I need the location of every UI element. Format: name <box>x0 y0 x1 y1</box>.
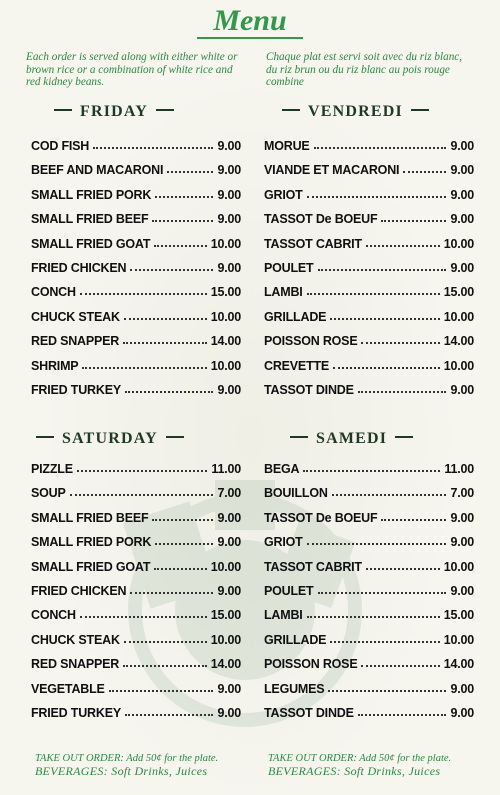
menu-item-name: CREVETTE <box>264 358 330 373</box>
menu-item-name: SHRIMP <box>31 358 79 373</box>
menu-item <box>31 353 241 373</box>
dot-leader <box>361 665 439 667</box>
section-title-saturday: SATURDAY <box>62 430 158 447</box>
menu-item-price: 9.00 <box>450 212 474 227</box>
menu-item <box>31 133 241 153</box>
dot-leader <box>314 147 447 149</box>
title-underline <box>197 37 303 39</box>
menu-item-name: SMALL FRIED BEEF <box>31 510 149 525</box>
dot-leader <box>124 641 207 643</box>
section-heading-vendredi <box>274 103 437 121</box>
menu-item-name: CONCH <box>31 285 76 300</box>
section-heading-samedi <box>282 430 421 448</box>
menu-item <box>264 279 474 299</box>
menu-item-price: 9.00 <box>450 139 474 153</box>
menu-item-name: BEGA <box>264 462 300 476</box>
menu-item-name: FRIED CHICKEN <box>31 261 127 275</box>
intro-french: Chaque plat est servi soit avec du riz blanc, du riz brun ou du riz blanc au pois rouge combine <box>266 51 463 89</box>
menu-item-price: 10.00 <box>210 236 241 251</box>
beverages-note: BEVERAGES: Soft Drinks, Juices <box>268 764 441 778</box>
dot-leader <box>109 690 214 692</box>
dot-leader <box>307 543 447 545</box>
menu-item-name: CHUCK STEAK <box>31 309 120 324</box>
dot-leader <box>381 519 446 521</box>
dot-leader <box>307 616 440 618</box>
menu-item-name: CHUCK STEAK <box>31 632 120 647</box>
menu-item <box>264 157 474 177</box>
menu-item <box>31 377 241 397</box>
menu-item-name: TASSOT De BOEUF <box>264 510 378 525</box>
menu-item <box>31 529 241 549</box>
section-heading-saturday <box>28 430 192 448</box>
menu-item <box>264 377 474 397</box>
dot-leader <box>358 714 447 716</box>
menu-item-price: 15.00 <box>210 285 241 300</box>
menu-item-name: FRIED TURKEY <box>31 383 121 397</box>
menu-item <box>31 255 241 275</box>
menu-item-price: 14.00 <box>210 657 241 672</box>
menu-item <box>264 182 474 202</box>
dot-leader <box>358 391 447 393</box>
menu-item-price: 9.00 <box>217 584 241 598</box>
menu-item-price: 9.00 <box>450 163 474 178</box>
menu-item-name: PIZZLE <box>31 462 73 476</box>
menu-item-price: 9.00 <box>217 535 241 550</box>
dot-leader <box>328 690 446 692</box>
dot-leader <box>125 391 214 393</box>
menu-item-price: 9.00 <box>217 706 241 720</box>
menu-item <box>31 456 241 476</box>
menu-item-price: 10.00 <box>210 559 241 574</box>
menu-item-name: SMALL FRIED BEEF <box>31 212 149 227</box>
menu-item-price: 9.00 <box>217 510 241 525</box>
menu-item-price: 14.00 <box>443 334 474 349</box>
menu-item <box>264 651 474 671</box>
menu-item <box>264 529 474 549</box>
menu-item-name: TASSOT CABRIT <box>264 559 362 574</box>
menu-item-name: TASSOT CABRIT <box>264 236 362 251</box>
menu-item-price: 14.00 <box>210 334 241 349</box>
dot-leader <box>332 494 447 496</box>
dot-leader <box>82 367 206 369</box>
dot-leader <box>123 342 207 344</box>
takeout-note: TAKE OUT ORDER: Add 50¢ for the plate. <box>268 753 452 764</box>
menu-item-price: 9.00 <box>450 535 474 550</box>
menu-item-price: 10.00 <box>210 358 241 373</box>
menu-item <box>31 651 241 671</box>
menu-item-price: 7.00 <box>217 486 241 501</box>
dot-leader <box>366 245 440 247</box>
section-title-vendredi: VENDREDI <box>308 103 403 120</box>
menu-item-price: 15.00 <box>443 608 474 623</box>
menu-item-name: LEGUMES <box>264 681 325 696</box>
menu-item-price: 10.00 <box>443 559 474 574</box>
menu-item-price: 9.00 <box>450 261 474 275</box>
menu-item <box>264 676 474 696</box>
dot-leader <box>366 568 440 570</box>
menu-item <box>264 353 474 373</box>
menu-item-price: 9.00 <box>450 383 474 397</box>
menu-item <box>31 157 241 177</box>
menu-title: Menu <box>213 4 287 37</box>
menu-item-price: 10.00 <box>210 309 241 324</box>
dot-leader <box>333 367 440 369</box>
dot-leader <box>154 245 206 247</box>
menu-item <box>31 231 241 251</box>
menu-item-name: MORUE <box>264 139 310 153</box>
menu-item-price: 9.00 <box>450 584 474 598</box>
dot-leader <box>154 568 206 570</box>
dot-leader <box>318 592 447 594</box>
menu-item <box>31 182 241 202</box>
menu-item-name: SMALL FRIED PORK <box>31 187 152 202</box>
menu-item <box>264 627 474 647</box>
menu-item <box>264 133 474 153</box>
dot-leader <box>318 269 447 271</box>
menu-item-price: 15.00 <box>443 285 474 300</box>
menu-item-price: 10.00 <box>443 236 474 251</box>
dot-leader <box>123 665 207 667</box>
menu-item-price: 9.00 <box>217 187 241 202</box>
menu-item <box>31 627 241 647</box>
menu-item <box>264 480 474 500</box>
menu-item-name: GRIOT <box>264 535 303 550</box>
section-title-samedi: SAMEDI <box>316 430 388 447</box>
menu-item-name: VEGETABLE <box>31 681 105 696</box>
menu-item <box>31 206 241 226</box>
menu-item <box>31 700 241 720</box>
dot-leader <box>70 494 214 496</box>
dot-leader <box>124 318 207 320</box>
menu-item <box>31 602 241 622</box>
menu-item-price: 9.00 <box>217 681 241 696</box>
menu-item-price: 10.00 <box>443 309 474 324</box>
menu-item-name: FRIED TURKEY <box>31 706 121 720</box>
menu-item <box>264 700 474 720</box>
intro-english: Each order is served along with either white or brown rice or a combination of white rice and red kidney beans. <box>26 51 238 89</box>
dot-leader <box>307 196 447 198</box>
dot-leader <box>152 220 213 222</box>
takeout-note: TAKE OUT ORDER: Add 50¢ for the plate. <box>35 753 219 764</box>
menu-item <box>264 304 474 324</box>
dot-leader <box>130 269 213 271</box>
menu-item-name: BEEF AND MACARONI <box>31 163 164 178</box>
menu-item-name: FRIED CHICKEN <box>31 584 127 598</box>
dot-leader <box>93 147 213 149</box>
dot-leader <box>307 293 440 295</box>
menu-item-price: 15.00 <box>210 608 241 623</box>
menu-item-name: POISSON ROSE <box>264 657 358 672</box>
dot-leader <box>130 592 213 594</box>
menu-item <box>31 279 241 299</box>
dot-leader <box>155 543 213 545</box>
menu-item-name: BOUILLON <box>264 486 328 501</box>
dot-leader <box>125 714 214 716</box>
menu-item-price: 11.00 <box>444 462 474 476</box>
menu-item-name: POULET <box>264 261 314 275</box>
menu-item-name: TASSOT DINDE <box>264 383 354 397</box>
menu-item <box>264 554 474 574</box>
menu-item <box>264 206 474 226</box>
menu-item-price: 9.00 <box>217 261 241 275</box>
menu-item-name: TASSOT DINDE <box>264 706 354 720</box>
menu-item-name: SMALL FRIED PORK <box>31 535 152 550</box>
menu-item-name: VIANDE ET MACARONI <box>264 163 400 178</box>
menu-item-price: 9.00 <box>450 706 474 720</box>
menu-item-name: SMALL FRIED GOAT <box>31 236 151 251</box>
dot-leader <box>80 293 207 295</box>
menu-item-name: SMALL FRIED GOAT <box>31 559 151 574</box>
menu-item-price: 9.00 <box>217 139 241 153</box>
menu-item <box>31 480 241 500</box>
dot-leader <box>152 519 213 521</box>
menu-item-name: LAMBI <box>264 608 303 623</box>
menu-item-name: SOUP <box>31 486 66 501</box>
menu-item-price: 10.00 <box>443 358 474 373</box>
menu-item <box>31 505 241 525</box>
dot-leader <box>330 318 439 320</box>
menu-item-name: GRIOT <box>264 187 303 202</box>
menu-item-price: 9.00 <box>450 510 474 525</box>
section-heading-friday <box>46 103 182 121</box>
dot-leader <box>330 641 439 643</box>
menu-item-name: POULET <box>264 584 314 598</box>
menu-item <box>31 676 241 696</box>
menu-item-name: RED SNAPPER <box>31 334 120 349</box>
menu-item <box>264 231 474 251</box>
menu-item-name: POISSON ROSE <box>264 334 358 349</box>
dot-leader <box>80 616 207 618</box>
menu-item-price: 9.00 <box>450 681 474 696</box>
beverages-note: BEVERAGES: Soft Drinks, Juices <box>35 764 208 778</box>
menu-item-name: GRILLADE <box>264 632 327 647</box>
dot-leader <box>361 342 439 344</box>
dot-leader <box>167 171 213 173</box>
menu-item-price: 14.00 <box>443 657 474 672</box>
menu-item-name: RED SNAPPER <box>31 657 120 672</box>
menu-item-price: 10.00 <box>443 632 474 647</box>
dot-leader <box>155 196 213 198</box>
menu-item <box>264 328 474 348</box>
menu-item-name: LAMBI <box>264 285 303 300</box>
menu-item-name: COD FISH <box>31 139 90 153</box>
menu-item <box>264 505 474 525</box>
menu-item <box>31 578 241 598</box>
menu-item-name: CONCH <box>31 608 76 623</box>
menu-item-price: 9.00 <box>217 163 241 178</box>
menu-item <box>264 578 474 598</box>
menu-item-price: 9.00 <box>450 187 474 202</box>
section-title-friday: FRIDAY <box>80 103 148 120</box>
menu-item-name: TASSOT De BOEUF <box>264 212 378 227</box>
menu-item-price: 7.00 <box>450 486 474 501</box>
dot-leader <box>403 171 446 173</box>
menu-item <box>264 602 474 622</box>
footer-right <box>268 753 451 779</box>
menu-item <box>264 255 474 275</box>
menu-item <box>31 304 241 324</box>
dot-leader <box>303 470 440 472</box>
menu-item-price: 9.00 <box>217 212 241 227</box>
menu-item <box>31 328 241 348</box>
dot-leader <box>77 470 208 472</box>
menu-item <box>264 456 474 476</box>
dot-leader <box>381 220 446 222</box>
menu-item <box>31 554 241 574</box>
footer-left <box>35 753 218 779</box>
menu-item-price: 9.00 <box>217 383 241 397</box>
menu-item-price: 11.00 <box>211 462 241 476</box>
menu-item-price: 10.00 <box>210 632 241 647</box>
menu-item-name: GRILLADE <box>264 309 327 324</box>
